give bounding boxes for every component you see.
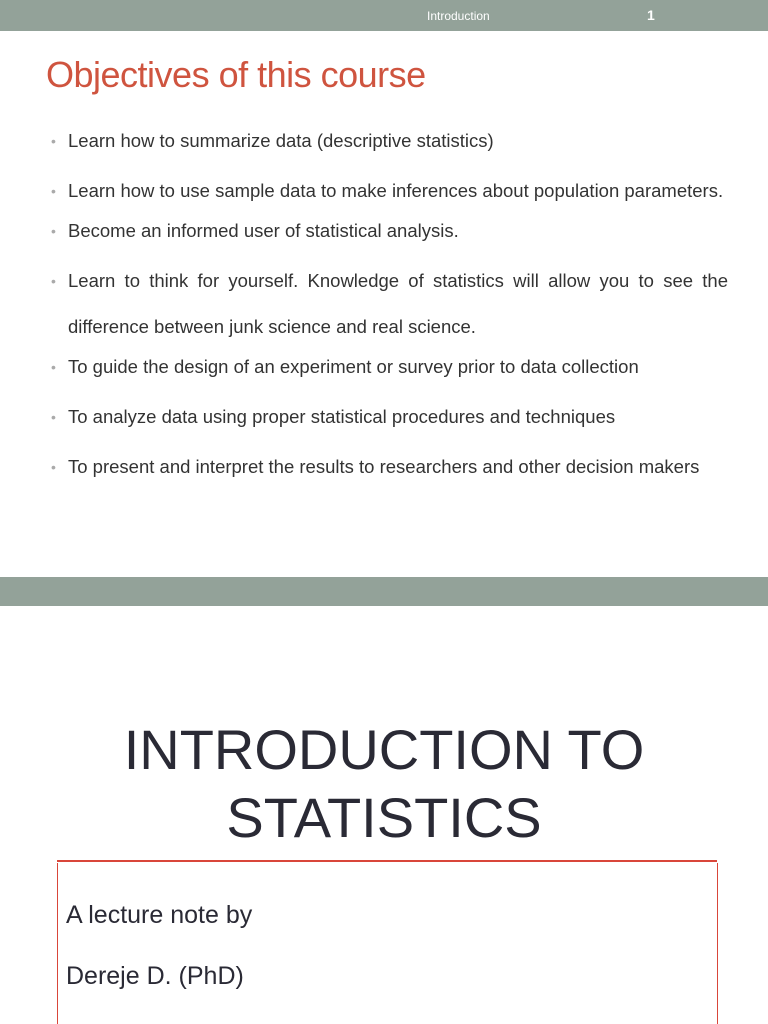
author-name: Dereje D. (PhD) bbox=[66, 962, 244, 990]
slide-title-page bbox=[0, 606, 768, 1024]
course-title bbox=[0, 716, 768, 852]
bullet-icon: • bbox=[51, 183, 56, 199]
page-number: 1 bbox=[647, 7, 655, 23]
list-item-text: Learn how to summarize data (descriptive statistics) bbox=[68, 130, 494, 151]
subtitle-box bbox=[57, 863, 718, 1024]
bullet-icon: • bbox=[51, 223, 56, 239]
section-label: Introduction bbox=[427, 9, 490, 23]
list-item bbox=[50, 218, 728, 244]
bullet-icon: • bbox=[51, 133, 56, 149]
list-item bbox=[50, 128, 728, 154]
list-item bbox=[50, 354, 728, 380]
bullet-icon: • bbox=[51, 273, 56, 289]
list-item bbox=[50, 168, 728, 214]
bullet-icon: • bbox=[51, 359, 56, 375]
list-item-text: Learn how to use sample data to make inferences about population parameters. bbox=[68, 180, 724, 201]
list-item-text: Learn to think for yourself. Knowledge of statistics will allow you to see the difference between junk science and real science. bbox=[68, 270, 728, 337]
title-divider bbox=[57, 860, 717, 862]
list-item bbox=[50, 258, 728, 350]
bullet-icon: • bbox=[51, 459, 56, 475]
list-item-text: Become an informed user of statistical analysis. bbox=[68, 220, 459, 241]
list-item bbox=[50, 404, 728, 430]
list-item-text: To analyze data using proper statistical procedures and techniques bbox=[68, 406, 616, 427]
list-item-text: To present and interpret the results to researchers and other decision makers bbox=[68, 456, 700, 477]
bullet-icon: • bbox=[51, 409, 56, 425]
course-title-line1: INTRODUCTION TO bbox=[123, 718, 645, 781]
list-item-text: To guide the design of an experiment or survey prior to data collection bbox=[68, 356, 639, 377]
slide-header-bar bbox=[0, 0, 768, 31]
objectives-list bbox=[50, 128, 728, 504]
slide-separator-bar bbox=[0, 577, 768, 606]
lecture-note-label: A lecture note by bbox=[66, 901, 253, 929]
list-item bbox=[50, 454, 728, 480]
course-title-line2: STATISTICS bbox=[226, 786, 542, 849]
slide-title: Objectives of this course bbox=[46, 54, 426, 95]
